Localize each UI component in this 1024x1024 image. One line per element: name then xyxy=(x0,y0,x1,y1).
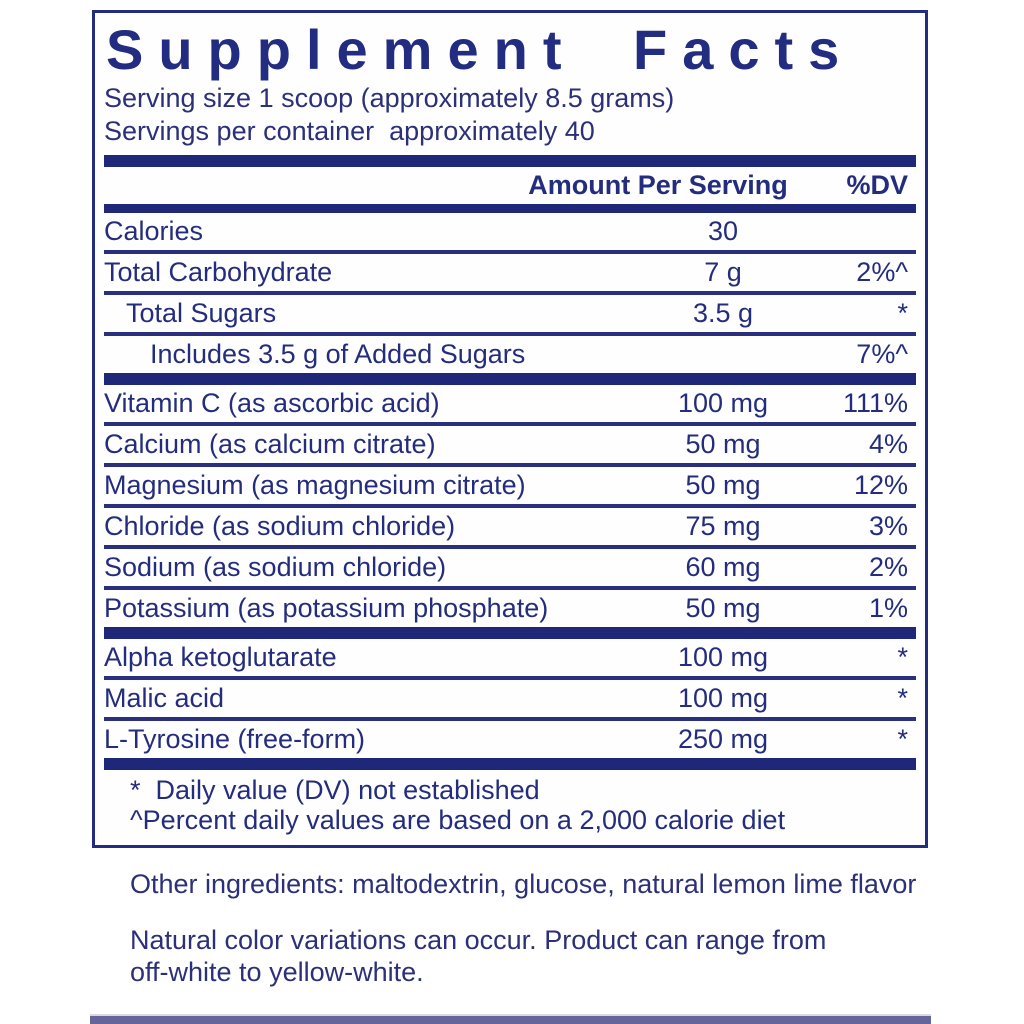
nutrient-amount: 250 mg xyxy=(677,724,769,755)
nutrient-row-calories xyxy=(104,213,916,250)
nutrient-row-sodium xyxy=(104,545,916,586)
nutrient-row-malic-acid xyxy=(104,676,916,717)
footnote-dv-not-established: * Daily value (DV) not established xyxy=(130,775,540,806)
nutrient-row-calcium xyxy=(104,422,916,463)
nutrient-name: Alpha ketoglutarate xyxy=(104,642,337,673)
header-divider-bar xyxy=(104,204,916,213)
nutrient-name: Magnesium (as magnesium citrate) xyxy=(104,470,526,501)
footnote-percent-daily-values: ^Percent daily values are based on a 2,000 calorie diet xyxy=(130,805,786,836)
nutrient-dv: * xyxy=(897,642,908,673)
footnotes xyxy=(104,770,916,839)
section-divider-bar xyxy=(104,373,916,385)
servings-per-container-line: Servings per container approximately 40 xyxy=(104,116,595,147)
nutrient-row-vitamin-c xyxy=(104,385,916,422)
nutrient-dv: 7%^ xyxy=(856,339,908,370)
nutrient-row-potassium xyxy=(104,586,916,627)
nutrient-amount: 30 xyxy=(707,216,739,247)
nutrient-name: Calories xyxy=(104,216,204,247)
nutrient-name: Malic acid xyxy=(104,683,225,714)
nutrient-group-other-compounds xyxy=(104,639,916,758)
serving-info xyxy=(104,82,916,148)
color-variation-note xyxy=(130,924,930,988)
nutrient-amount: 100 mg xyxy=(677,683,769,714)
column-header-dv: %DV xyxy=(846,170,908,201)
nutrient-row-total-carbohydrate xyxy=(104,250,916,291)
supplement-facts-panel xyxy=(92,10,928,848)
nutrient-dv: * xyxy=(897,724,908,755)
nutrient-group-macros xyxy=(104,213,916,373)
nutrient-dv: 2% xyxy=(868,552,908,583)
nutrient-row-alpha-ketoglutarate xyxy=(104,639,916,676)
supplement-facts-title: Supplement Facts xyxy=(106,18,855,81)
nutrient-name: Total Sugars xyxy=(126,298,277,329)
nutrient-row-l-tyrosine xyxy=(104,717,916,758)
other-ingredients-text: Other ingredients: maltodextrin, glucose, natural lemon lime flavor xyxy=(130,869,917,899)
nutrient-name: Chloride (as sodium chloride) xyxy=(104,511,456,542)
nutrient-name: Includes 3.5 g of Added Sugars xyxy=(150,339,526,370)
nutrient-dv: 1% xyxy=(868,593,908,624)
nutrient-row-total-sugars xyxy=(104,291,916,332)
nutrient-group-vitamins-minerals xyxy=(104,385,916,627)
nutrient-dv: * xyxy=(897,683,908,714)
color-variation-note-line-2: off-white to yellow-white. xyxy=(130,957,424,987)
section-divider-bar xyxy=(104,627,916,639)
below-panel-text xyxy=(130,868,930,988)
nutrient-dv: 3% xyxy=(868,511,908,542)
nutrient-amount: 50 mg xyxy=(685,593,761,624)
nutrient-amount: 100 mg xyxy=(677,642,769,673)
section-divider-bar xyxy=(104,155,916,167)
nutrient-dv: * xyxy=(897,298,908,329)
nutrient-row-added-sugars xyxy=(104,332,916,373)
nutrient-name: Vitamin C (as ascorbic acid) xyxy=(104,388,440,419)
nutrient-amount: 100 mg xyxy=(677,388,769,419)
nutrient-name: Calcium (as calcium citrate) xyxy=(104,429,436,460)
nutrient-row-magnesium xyxy=(104,463,916,504)
nutrient-dv: 4% xyxy=(868,429,908,460)
column-header-amount: Amount Per Serving xyxy=(528,170,788,201)
cropped-bottom-bar xyxy=(90,1014,931,1024)
nutrient-name: L-Tyrosine (free-form) xyxy=(104,724,366,755)
nutrient-amount: 3.5 g xyxy=(692,298,754,329)
nutrient-dv: 12% xyxy=(853,470,908,501)
nutrient-amount: 75 mg xyxy=(685,511,761,542)
section-divider-bar xyxy=(104,758,916,770)
nutrient-amount: 60 mg xyxy=(685,552,761,583)
color-variation-note-line-1: Natural color variations can occur. Product can range from xyxy=(130,925,827,955)
nutrient-name: Total Carbohydrate xyxy=(104,257,333,288)
nutrient-amount: 50 mg xyxy=(685,470,761,501)
nutrient-amount: 50 mg xyxy=(685,429,761,460)
column-header-row xyxy=(104,167,916,204)
nutrient-name: Potassium (as potassium phosphate) xyxy=(104,593,549,624)
nutrient-row-chloride xyxy=(104,504,916,545)
nutrient-name: Sodium (as sodium chloride) xyxy=(104,552,447,583)
nutrient-dv: 2%^ xyxy=(856,257,908,288)
serving-size-line: Serving size 1 scoop (approximately 8.5 grams) xyxy=(104,83,675,114)
nutrient-dv: 111% xyxy=(842,388,908,419)
nutrient-amount: 7 g xyxy=(704,257,742,288)
